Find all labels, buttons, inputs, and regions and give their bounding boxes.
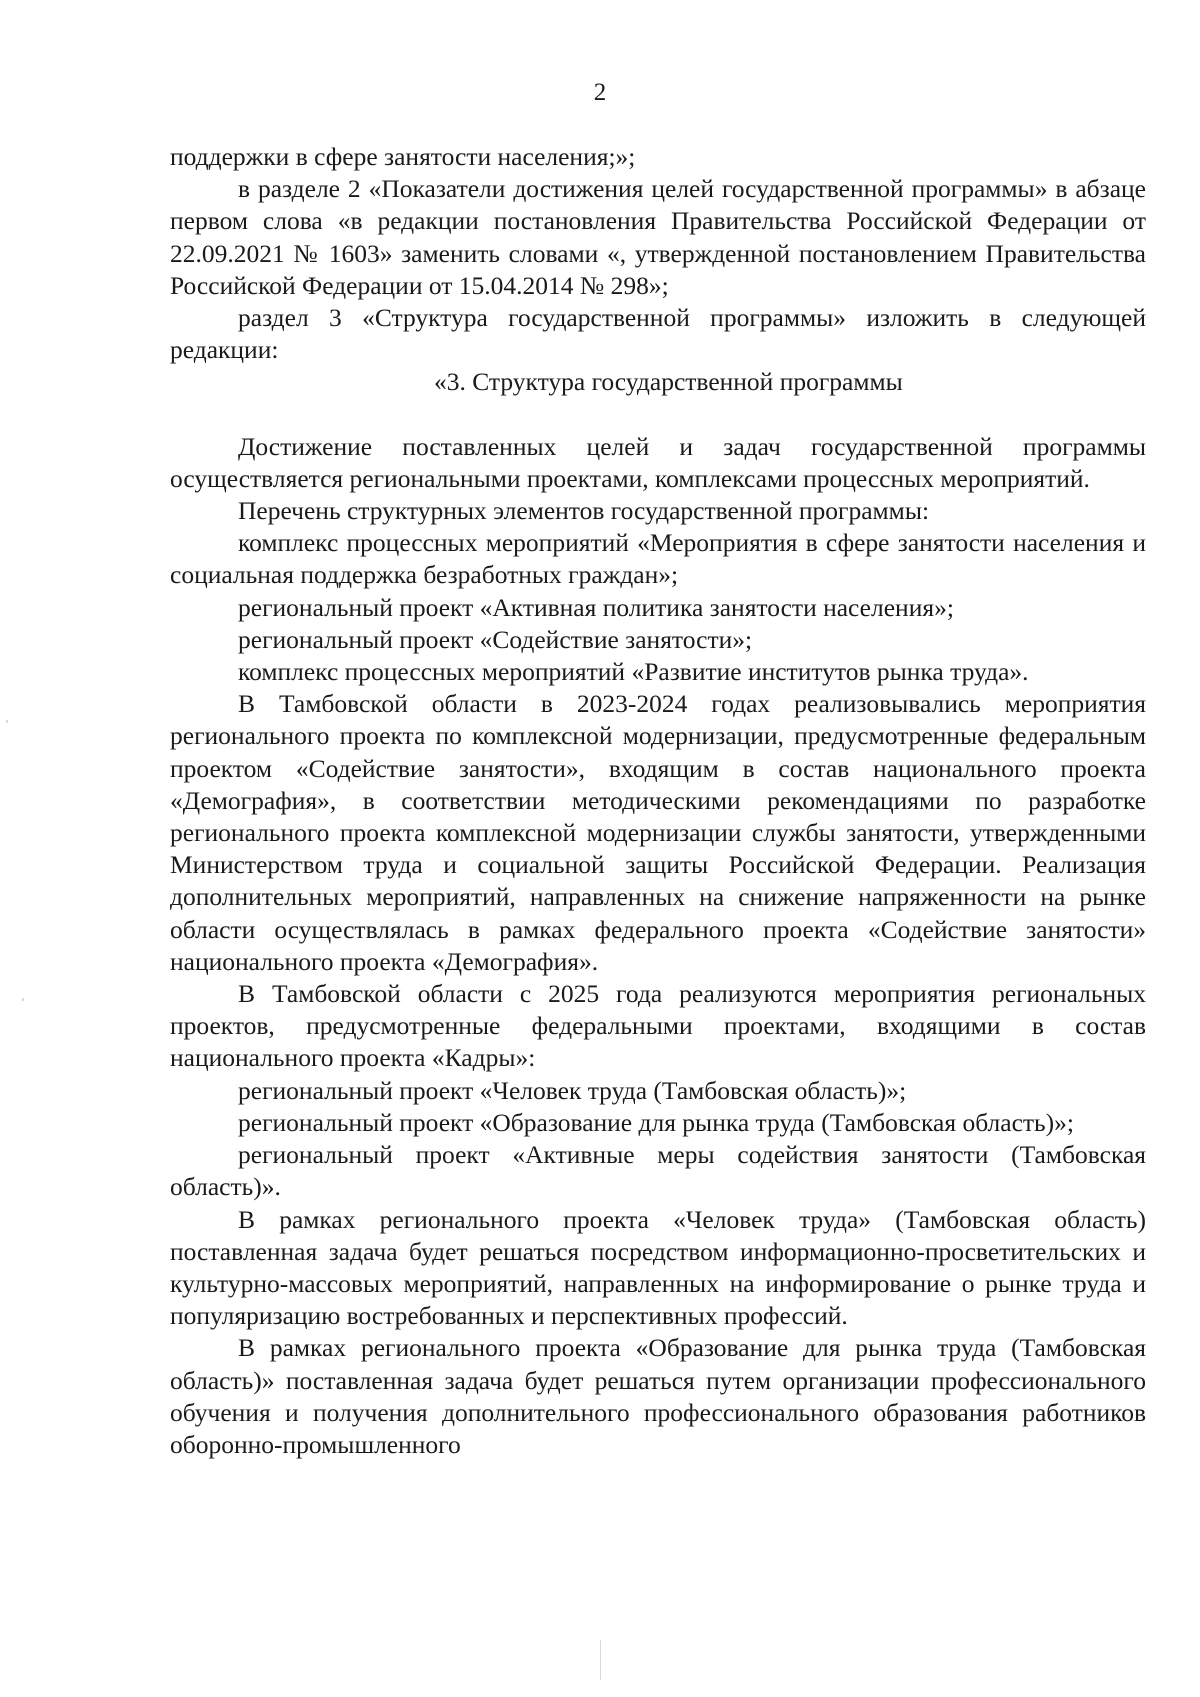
scan-artifact-left [22, 998, 24, 1001]
list-item: комплекс процессных мероприятий «Развитие институтов рынка труда». [238, 657, 1029, 687]
paragraph-2025: В Тамбовской области с 2025 года реализуются мероприятия региональных проектов, предусмотренные федеральными проектами, входящими в состав национального проекта «Кадры»: [170, 979, 1146, 1073]
paragraph-section-2-amendment: в разделе 2 «Показатели достижения целей государственной программы» в абзаце первом слова «в редакции постановления Правительства Российской Федерации от 22.09.2021 № 1603» заменить словами «, утвержденной постановлением Правительства Российской Федерации от 15.04.2014 № 298»; [170, 174, 1146, 300]
spacer [170, 399, 1146, 431]
list-item: региональный проект «Содействие занятости»; [238, 624, 753, 654]
paragraph-elements-list-intro: Перечень структурных элементов государственной программы: [238, 496, 930, 526]
list-item: региональный проект «Образование для рынка труда (Тамбовская область)»; [238, 1107, 1075, 1137]
list-item: комплекс процессных мероприятий «Мероприятия в сфере занятости населения и социальная поддержка безработных граждан»; [170, 528, 1146, 590]
paragraph-section-3-intro: раздел 3 «Структура государственной программы» изложить в следующей редакции: [170, 303, 1146, 365]
document-body [170, 141, 1146, 1461]
paragraph-chelovek-truda: В рамках регионального проекта «Человек труда» (Тамбовская область) поставленная задача будет решаться посредством информационно-просветительских и культурно-массовых мероприятий, направленных на информирование о рынке труда и популяризацию востребованных и перспективных профессий. [170, 1204, 1146, 1331]
list-item: региональный проект «Активная политика занятости населения»; [238, 592, 954, 622]
scan-artifact-bottom [600, 1640, 601, 1680]
scan-artifact-left [6, 720, 8, 723]
list-item: региональный проект «Человек труда (Тамбовская область)»; [238, 1075, 907, 1105]
page-number: 2 [593, 79, 607, 106]
paragraph-obrazovanie: В рамках регионального проекта «Образование для рынка труда (Тамбовская область)» поставленная задача будет решаться путем организации профессионального обучения и получения дополнительного профессионального образования работников оборонно-промышленного [170, 1333, 1146, 1459]
paragraph-goals: Достижение поставленных целей и задач государственной программы осуществляется региональными проектами, комплексами процессных мероприятий. [170, 431, 1146, 493]
paragraph-continuation: поддержки в сфере занятости населения;»; [170, 142, 636, 171]
section-heading: «3. Структура государственной программы [434, 367, 903, 397]
paragraph-2023-2024: В Тамбовской области в 2023-2024 годах реализовывались мероприятия регионального проекта по комплексной модернизации, предусмотренные федеральным проектом «Содействие занятости», входящим в состав национального проекта «Демография», в соответствии методическими рекомендациями по разработке регионального проекта комплексной модернизации службы занятости, утвержденными Министерством труда и социальной защиты Российской Федерации. Реализация дополнительных мероприятий, направленных на снижение напряженности на рынке области осуществлялась в рамках федерального проекта «Содействие занятости» национального проекта «Демография». [170, 689, 1146, 976]
list-item: региональный проект «Активные меры содействия занятости (Тамбовская область)». [170, 1140, 1146, 1202]
